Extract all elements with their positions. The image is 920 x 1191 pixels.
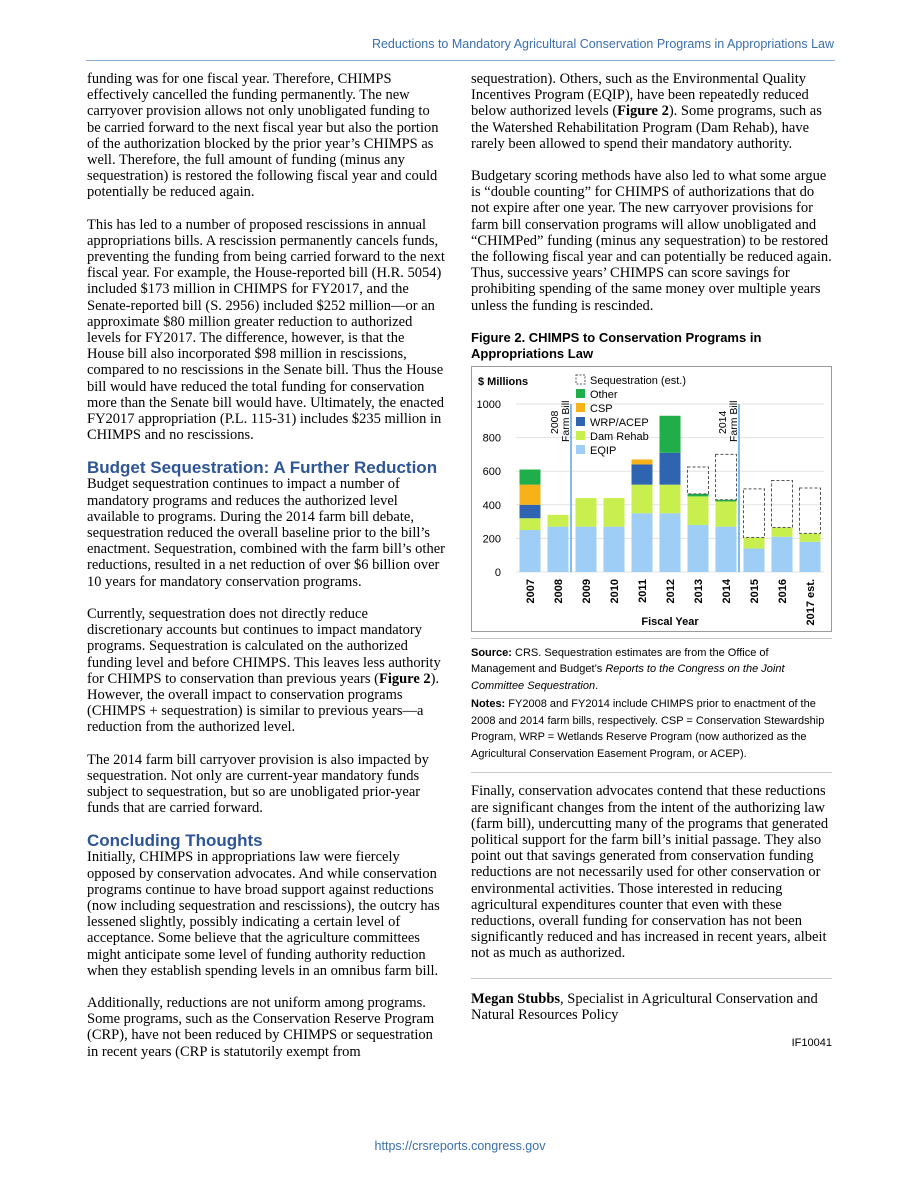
bar-segment-csp [520, 484, 541, 504]
bar-segment-dam-rehab [716, 501, 737, 526]
y-tick-label: 400 [482, 499, 501, 512]
section-heading-sequestration: Budget Sequestration: A Further Reduction [87, 458, 438, 478]
stacked-bar-chart [472, 367, 833, 633]
bar-segment-dam-rehab [800, 533, 821, 541]
right-column [471, 71, 832, 1051]
bar-segment-dam-rehab [688, 496, 709, 525]
figure-title: Figure 2. CHIMPS to Conservation Programs in Appropriations Law [471, 329, 762, 361]
legend-label: Dam Rehab [590, 430, 649, 443]
bar-segment-dam-rehab [576, 498, 597, 527]
bar-segment-dam-rehab [660, 484, 681, 513]
bar-segment-sequestration-est [772, 480, 793, 527]
legend-label: EQIP [590, 444, 617, 457]
farm-bill-annotation: 2008 [549, 410, 561, 434]
y-axis-label: $ Millions [478, 375, 529, 388]
legend-label: WRP/ACEP [590, 416, 649, 429]
figure-source: Source: CRS. Sequestration estimates are from the Office of Management and Budget’s Reports to the Congress on the Joint Committee Sequestration. [471, 646, 785, 692]
bar-segment-eqip [744, 548, 765, 572]
y-tick-label: 1000 [476, 398, 501, 411]
legend-swatch [576, 389, 585, 398]
x-axis-label: Fiscal Year [641, 615, 699, 628]
author-line [471, 978, 832, 1023]
bar-segment-eqip [660, 513, 681, 572]
bar-segment-dam-rehab [604, 498, 625, 527]
y-tick-label: 200 [482, 533, 501, 546]
author-title: , Specialist in Agricultural Conservation and Natural Resources Policy [471, 990, 818, 1023]
figure-notes: Notes: FY2008 and FY2014 include CHIMPS prior to enactment of the 2008 and 2014 farm bills, respectively. CSP = Conservation Stewardship Program, WRP = Wetlands Reserve Program (now authorized as the Agricultural Conservation Easement Program, or ACEP). [471, 698, 825, 760]
legend-swatch [576, 445, 585, 454]
paragraph: funding was for one fiscal year. Therefore, CHIMPS effectively cancelled the funding permanently. The new carryover provision allows not only unobligated funding to be carried forward to the next fiscal year but also the portion of the authorization blocked by the prior year’s CHIMPS as well. Therefore, the full amount of funding (minus any sequestration) is restored the following fiscal year and could potentially be reduced again. [87, 71, 439, 201]
running-header: Reductions to Mandatory Agricultural Conservation Programs in Appropriations Law [371, 37, 834, 51]
paragraph: Budget sequestration continues to impact a number of mandatory programs and reduces the authorized level available to programs. During the 2014 farm bill debate, sequestration reduced the overall baseline prior to the bill’s enactment. Sequestration, combined with the farm bill’s other reductions, resulted in a net reduction of over $6 billion over 10 years for mandatory conservation programs. [87, 476, 445, 590]
bar-segment-csp [632, 459, 653, 464]
paragraph: Additionally, reductions are not uniform among programs. Some programs, such as the Conservation Reserve Program (CRP), have not been reduced by CHIMPS or sequestration in recent years (CRP is statutorily exempt from [87, 994, 435, 1060]
farm-bill-annotation: 2014 [717, 410, 729, 434]
header-rule [86, 60, 835, 61]
legend-swatch [576, 375, 585, 384]
bar-segment-dam-rehab [744, 537, 765, 548]
bar-segment-other [520, 469, 541, 484]
figure-reference: Figure 2 [617, 103, 669, 120]
bar-segment-other [660, 416, 681, 453]
bar-segment-eqip [716, 526, 737, 571]
legend-swatch [576, 417, 585, 426]
figure-chart [471, 366, 832, 632]
y-tick-label: 800 [482, 432, 501, 445]
bar-segment-dam-rehab [772, 527, 793, 536]
x-tick-label: 2015 [749, 578, 761, 604]
x-tick-label: 2016 [777, 578, 789, 604]
paragraph: Budgetary scoring methods have also led to what some argue is “double counting” for CHIMPS of authorizations that do not expire after one year. The new carryover provisions for farm bill conservation programs will allow unobligated and “CHIMPed” funding (minus any sequestration) to be restored the following fiscal year and can potentially be reduced again. Thus, successive years’ CHIMPS can score savings for prohibiting spending of the same money over multiple years unless the funding is rescinded. [471, 168, 832, 314]
paragraph: This has led to a number of proposed rescissions in annual appropriations bills. A rescission permanently cancels funds, preventing the funding from being carried forward to the next fiscal year. For example, the House-reported bill (H.R. 5054) included $173 million in CHIMPS for FY2017, and the Senate-reported bill (S. 2956) included $252 million—or an approximate $80 million greater reduction to authorized levels for FY2017. The difference, however, is that the House bill also incorporated $98 million in rescissions, compared to no rescissions in the Senate bill. Thus the House bill would have reduced the total funding for conservation more than the Senate bill would have. Ultimately, the enacted FY2017 appropriation (P.L. 115-31) includes $235 million in CHIMPS and no rescissions. [87, 216, 445, 444]
paragraph: The 2014 farm bill carryover provision is also impacted by sequestration. Not only are current-year mandatory funds subject to sequestration, but so are unobligated prior-year funds that are carried forward. [87, 751, 429, 817]
bar-segment-eqip [548, 526, 569, 571]
footer-link[interactable]: https://crsreports.congress.gov [374, 1139, 546, 1153]
paragraph: Initially, CHIMPS in appropriations law were fiercely opposed by conservation advocates. And while conservation programs continue to have broad support against reductions (now including sequestration and rescissions), the outcry has lessened slightly, possibly indicating a certain level of acceptance. Some believe that the agriculture committees might anticipate some level of funding authority reduction when they establish spending levels in an omnibus farm bill. [87, 849, 440, 979]
legend-label: Other [590, 388, 618, 401]
figure-reference: Figure 2 [378, 670, 431, 687]
bar-segment-dam-rehab [632, 484, 653, 513]
y-tick-label: 600 [482, 466, 501, 479]
author-name: Megan Stubbs [471, 990, 561, 1007]
x-tick-label: 2008 [553, 578, 565, 604]
bar-segment-wrp-acep [660, 453, 681, 485]
paragraph: Currently, sequestration does not directly reduce discretionary accounts but continues to impact mandatory programs. Sequestration is calculated on the authorized funding level and before CHIMPS. This leaves less authority for CHIMPS to conservation than previous years (Figure 2). However, the overall impact to conservation programs (CHIMPS + sequestration) is similar to previous years—a reduction from the authorized level. [87, 605, 441, 736]
legend-swatch [576, 431, 585, 440]
left-column [87, 71, 445, 1076]
bar-segment-sequestration-est [800, 488, 821, 533]
bar-segment-eqip [800, 542, 821, 572]
farm-bill-annotation: Farm Bill [560, 400, 572, 442]
bar-segment-dam-rehab [520, 518, 541, 530]
legend-label: CSP [590, 402, 613, 415]
legend-label: Sequestration (est.) [590, 374, 686, 387]
legend-swatch [576, 403, 585, 412]
x-tick-label: 2013 [693, 578, 705, 604]
x-tick-label: 2009 [581, 578, 593, 604]
y-tick-label: 0 [494, 566, 501, 579]
bar-segment-dam-rehab [548, 515, 569, 527]
section-heading-concluding: Concluding Thoughts [87, 831, 263, 851]
x-tick-label: 2007 [525, 578, 537, 604]
figure-rule [471, 772, 832, 773]
x-tick-label: 2012 [665, 578, 677, 604]
x-tick-label: 2010 [609, 578, 621, 604]
figure-rule [471, 638, 832, 639]
bar-segment-sequestration-est [716, 454, 737, 499]
farm-bill-annotation: Farm Bill [728, 400, 740, 442]
x-tick-label: 2017 est. [805, 578, 817, 626]
document-id: IF10041 [791, 1036, 832, 1049]
paragraph: sequestration). Others, such as the Environmental Quality Incentives Program (EQIP), have been repeatedly reduced below authorized levels (Figure 2). Some programs, such as the Watershed Rehabilitation Program (Dam Rehab), have rarely been allowed to spend their mandatory authority. [471, 71, 822, 152]
bar-segment-eqip [688, 525, 709, 572]
bar-segment-eqip [520, 530, 541, 572]
x-tick-label: 2011 [637, 578, 649, 603]
bar-segment-wrp-acep [632, 464, 653, 484]
bar-segment-eqip [772, 537, 793, 572]
bar-segment-eqip [632, 513, 653, 572]
bar-segment-eqip [576, 526, 597, 571]
bar-segment-wrp-acep [520, 505, 541, 518]
bar-segment-sequestration-est [744, 489, 765, 538]
paragraph: Finally, conservation advocates contend that these reductions are significant changes from the intent of the authorizing law (farm bill), undercutting many of the programs that generated political support for the farm bill’s initial passage. They also point out that savings generated from conservation funding reductions are not necessarily used for other conservation or environmental activities. Those interested in reducing agricultural expenditures counter that even with these reductions, overall funding for conservation has not been significantly reduced and has increased in recent years, albeit not as much as authorized. [471, 783, 829, 962]
x-tick-label: 2014 [721, 578, 733, 604]
bar-segment-eqip [604, 526, 625, 571]
